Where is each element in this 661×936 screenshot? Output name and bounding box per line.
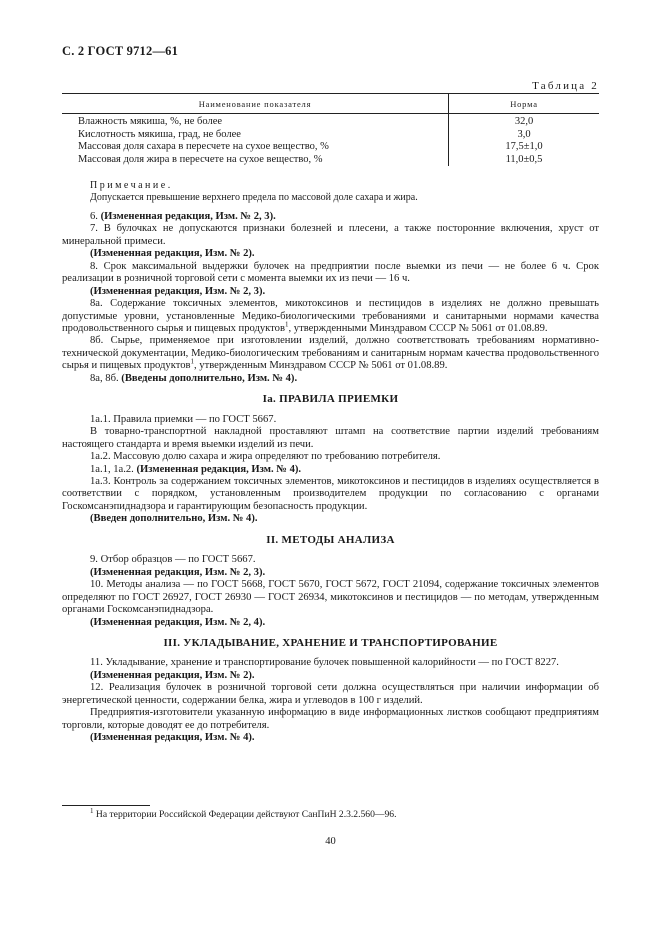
footnote-mark: 1 <box>90 806 94 815</box>
amendment-note: (Измененная редакция, Изм. № 2, 3). <box>90 566 266 578</box>
table-caption: Таблица 2 <box>532 80 599 92</box>
paragraph-9: 9. Отбор образцов — по ГОСТ 5667. <box>90 554 256 566</box>
norm-cell: 17,5±1,0 <box>505 141 543 153</box>
footnote-text: На территории Российской Федерации действуют СанПиН 2.3.2.560—96. <box>95 809 397 820</box>
paragraph-number: 6. <box>90 210 98 222</box>
page-header: С. 2 ГОСТ 9712—61 <box>62 44 179 58</box>
section-title-acceptance: Iа. ПРАВИЛА ПРИЕМКИ <box>262 393 399 406</box>
note-heading: Примечание. <box>90 180 173 191</box>
column-header-indicator: Наименование показателя <box>62 94 449 114</box>
footnote-divider <box>62 805 150 806</box>
table-header-row <box>62 94 599 114</box>
paragraph-8b <box>62 335 599 372</box>
paragraph-8: 8. Срок максимальной выдержки булочек на предприятии после выемки из печи — не более 6 ч. Срок реализации в розничной торговой сети с момента выемки их из печи — 16 ч. <box>62 260 599 285</box>
paragraph-1a2: 1а.2. Массовую долю сахара и жира определяют по требованию потребителя. <box>90 451 441 463</box>
amendment-note: (Измененная редакция, Изм. № 2, 3). <box>90 285 266 297</box>
paragraph-10: 10. Методы анализа — по ГОСТ 5668, ГОСТ 5670, ГОСТ 5672, ГОСТ 21094, содержание токсичных элементов определяют по ГОСТ 26927, ГОСТ 26930 — ГОСТ 26934, микотоксинов и пестицидов — по методам, утвержденным органами Госкомсанэпиднадзора. <box>62 579 599 616</box>
norm-cell: 32,0 <box>514 116 534 127</box>
amendment-note: (Измененная редакция, Изм. № 2). <box>90 248 255 260</box>
amendment-note: (Измененная редакция, Изм. № 2, 3). <box>100 210 276 222</box>
amendment-note: (Измененная редакция, Изм. № 4). <box>136 463 302 475</box>
paragraph-8ab <box>62 373 599 385</box>
amendment-note: (Измененная редакция, Изм. № 4). <box>90 732 255 744</box>
norm-cell: 11,0±0,5 <box>505 153 543 165</box>
paragraph-12-cont: Предприятия-изготовители указанную информацию в виде информационных листков сообщают предприятиям торговли, которые доводят ее до потребителя. <box>62 707 599 731</box>
amendment-note: (Введен дополнительно, Изм. № 4). <box>90 513 258 525</box>
paragraph-1a1: 1а.1. Правила приемки — по ГОСТ 5667. <box>90 413 277 425</box>
norm-cell: 3,0 <box>517 128 531 140</box>
section-title-storage: III. УКЛАДЫВАНИЕ, ХРАНЕНИЕ И ТРАНСПОРТИРОВАНИЕ <box>163 636 498 649</box>
footnote-mark: 1 <box>284 320 289 329</box>
page-number: 40 <box>325 836 336 847</box>
paragraph-text: , утвержденными Минздравом СССР № 5061 от 01.08.89. <box>288 322 548 334</box>
footnote-mark: 1 <box>190 357 194 366</box>
paragraph-1a1-1a2 <box>62 464 599 476</box>
paragraph-11: 11. Укладывание, хранение и транспортирование булочек повышенной калорийности — по ГОСТ 8227. <box>90 657 559 669</box>
amendment-note: (Измененная редакция, Изм. № 2, 4). <box>90 616 266 628</box>
paragraph-12: 12. Реализация булочек в розничной торговой сети должна осуществляться при наличии информации об энергетической ценности, содержании белка, жира и углеводов в 100 г изделий. <box>62 682 599 706</box>
footnote <box>90 806 397 820</box>
indicator-cell: Влажность мякиша, %, не более <box>62 114 449 129</box>
column-header-norm: Норма <box>449 94 600 114</box>
paragraph-number: 8а, 8б. <box>90 372 119 384</box>
paragraph-text: , утвержденным Минздравом СССР № 5061 от 01.08.89. <box>194 360 448 372</box>
table-row <box>62 114 599 129</box>
paragraph-1a3: 1а.3. Контроль за содержанием токсичных элементов, микотоксинов и пестицидов в изделиях осуществляется в соответствии с порядком, установленным производителем продукции по согласованию с органами Госкомсанэпиднадзора и гарантирующим безопасность продукции. <box>62 475 599 512</box>
note-text: Допускается превышение верхнего предела по массовой доле сахара и жира. <box>90 192 418 204</box>
section-title-methods: II. МЕТОДЫ АНАЛИЗА <box>266 533 395 546</box>
indicator-cell: Массовая доля сахара в пересчете на сухое вещество, % <box>62 141 449 154</box>
paragraph-text: 8а. Содержание токсичных элементов, микотоксинов и пестицидов в изделиях не должно превышать допустимые уровни, установленные Медико-биологическими требованиями и санитарными нормами качества продовольственного сырья и пищевых продуктов <box>62 298 599 334</box>
paragraph-7: 7. В булочках не допускаются признаки болезней и плесени, а также посторонние включения, хруст от минеральной примеси. <box>62 223 599 247</box>
table-row <box>62 154 599 167</box>
paragraph-6 <box>62 211 599 223</box>
paragraph-1a1-cont: В товарно-транспортной накладной проставляют штамп на соответствие партии изделий требованиям настоящего стандарта и время выемки изделий из печи. <box>62 426 599 450</box>
amendment-note: (Введены дополнительно, Изм. № 4). <box>121 372 298 384</box>
table-row <box>62 129 599 142</box>
amendment-note: (Измененная редакция, Изм. № 2). <box>90 669 255 681</box>
paragraph-text: 8б. Сырье, применяемое при изготовлении изделий, должно соответствовать требованиям нормативно-технической документации, Медико-биологическим требованиям и санитарным нормам качества продовольственного сырья и пищевых продуктов <box>62 335 599 372</box>
table-row <box>62 141 599 154</box>
paragraph-number: 1а.1, 1а.2. <box>90 463 134 475</box>
indicator-cell: Массовая доля жира в пересчете на сухое вещество, % <box>62 154 449 167</box>
indicator-cell: Кислотность мякиша, град, не более <box>62 129 449 142</box>
document-body <box>62 180 599 745</box>
paragraph-8a <box>62 298 599 335</box>
norms-table <box>62 93 599 166</box>
